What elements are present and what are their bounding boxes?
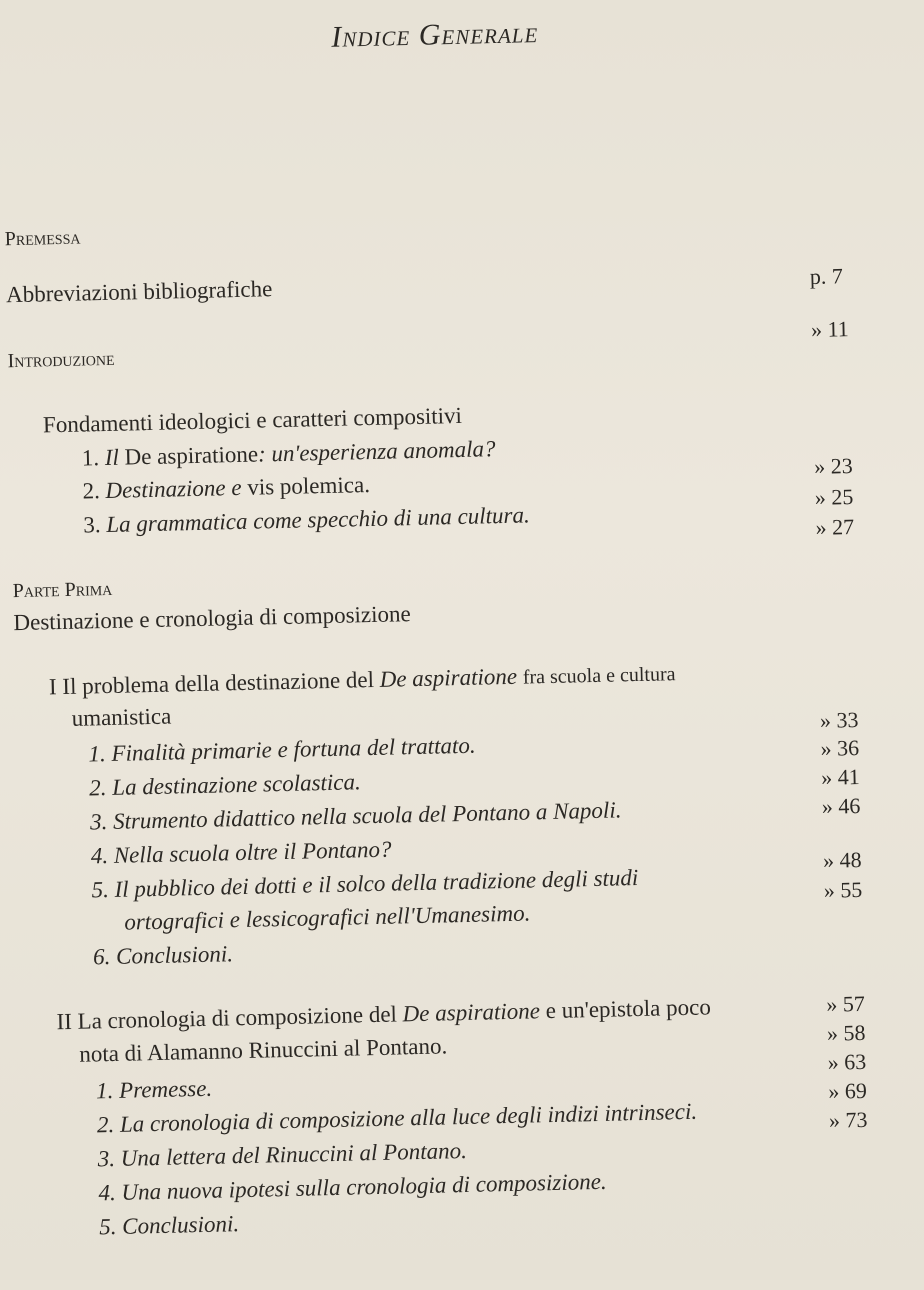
entry-f1-num: 1.: [81, 445, 100, 471]
entry-fondamenti: Fondamenti ideologici e caratteri compositivi: [42, 402, 463, 438]
entry-c2-5: 5. Conclusioni.: [98, 1211, 240, 1240]
entry-f2-c: polemica.: [279, 472, 371, 500]
page-number-73: » 73: [828, 1106, 868, 1133]
entry-cap1-a: I Il problema della destinazione del: [48, 666, 375, 700]
page-title: Indice Generale: [330, 16, 539, 54]
entry-premessa: Premessa: [4, 226, 81, 251]
entry-cap2-b: De aspiratione: [402, 998, 541, 1027]
entry-abbreviazioni: Abbreviazioni bibliografiche: [5, 276, 273, 308]
page-number-69: » 69: [828, 1077, 868, 1104]
entry-f3-text: La grammatica come specchio di una cultura.: [106, 502, 530, 537]
entry-cap1: [49, 660, 676, 700]
entry-c2-1: 1. Premesse.: [95, 1075, 213, 1104]
entry-f2: [82, 472, 370, 505]
entry-f1-a: Il: [104, 444, 120, 471]
entry-parte-prima: Parte Prima: [12, 577, 113, 603]
entry-cap1-c: fra scuola e cultura: [522, 663, 676, 689]
page-number-48: » 48: [822, 846, 862, 873]
page-number-11: » 11: [810, 316, 850, 342]
entry-f3: [83, 502, 530, 538]
entry-f1: [81, 436, 495, 471]
page-number-46: » 46: [821, 792, 861, 819]
page-number-27: » 27: [815, 514, 855, 540]
entry-cap2-d: nota di Alamanno Rinuccini al Pontano.: [79, 1033, 448, 1067]
entry-introduzione: Introduzione: [7, 347, 115, 373]
entry-f2-a: Destinazione e: [105, 474, 242, 504]
page-number-25: » 25: [814, 484, 854, 510]
show-through-text: ​: [47, 79, 48, 102]
entry-c1-3: 3. Strumento didattico nella scuola del Pontano a Napoli.: [89, 797, 622, 835]
entry-f1-c: : un'esperienza anomala?: [257, 436, 496, 467]
page-number-55: » 55: [823, 876, 863, 903]
entry-f2-num: 2.: [82, 478, 101, 504]
entry-c1-6: 6. Conclusioni.: [92, 941, 234, 970]
entry-c2-3: 3. Una lettera del Rinuccini al Pontano.: [97, 1137, 468, 1172]
entry-f1-b: De aspiratione: [124, 441, 259, 470]
entry-c1-1: 1. Finalità primarie e fortuna del trattato.: [88, 732, 476, 767]
page-number-36: » 36: [820, 734, 860, 761]
page-number-23: » 23: [813, 453, 853, 479]
page-number-63: » 63: [827, 1048, 867, 1075]
entry-cap1-b: De aspiratione: [379, 663, 518, 692]
entry-cap2: [56, 994, 711, 1035]
page-number-33: » 33: [819, 706, 859, 733]
page-number-7: p. 7: [809, 263, 844, 289]
page-number-57: » 57: [826, 990, 866, 1017]
page-number-58: » 58: [826, 1019, 866, 1046]
entry-c1-5b: ortografici e lessicografici nell'Umanesimo.: [124, 900, 531, 935]
entry-parte-prima-title: Destinazione e cronologia di composizione: [13, 601, 411, 636]
entry-c2-2: 2. La cronologia di composizione alla luce degli indizi intrinseci.: [96, 1098, 698, 1138]
entry-cap2-c: e un'epistola poco: [545, 994, 712, 1024]
entry-c2-4: 4. Una nuova ipotesi sulla cronologia di composizione.: [98, 1168, 607, 1206]
entry-c1-4: 4. Nella scuola oltre il Pontano?: [90, 836, 392, 869]
page-number-41: » 41: [820, 763, 860, 790]
entry-c1-2: 2. La destinazione scolastica.: [88, 769, 362, 801]
entry-f3-num: 3.: [83, 512, 101, 538]
entry-cap2-a: II La cronologia di composizione del: [56, 1001, 398, 1035]
entry-c1-5a: 5. Il pubblico dei dotti e il solco della tradizione degli studi: [91, 865, 639, 903]
entry-cap1-d: umanistica: [71, 703, 172, 731]
entry-f2-b: vis: [247, 474, 275, 500]
